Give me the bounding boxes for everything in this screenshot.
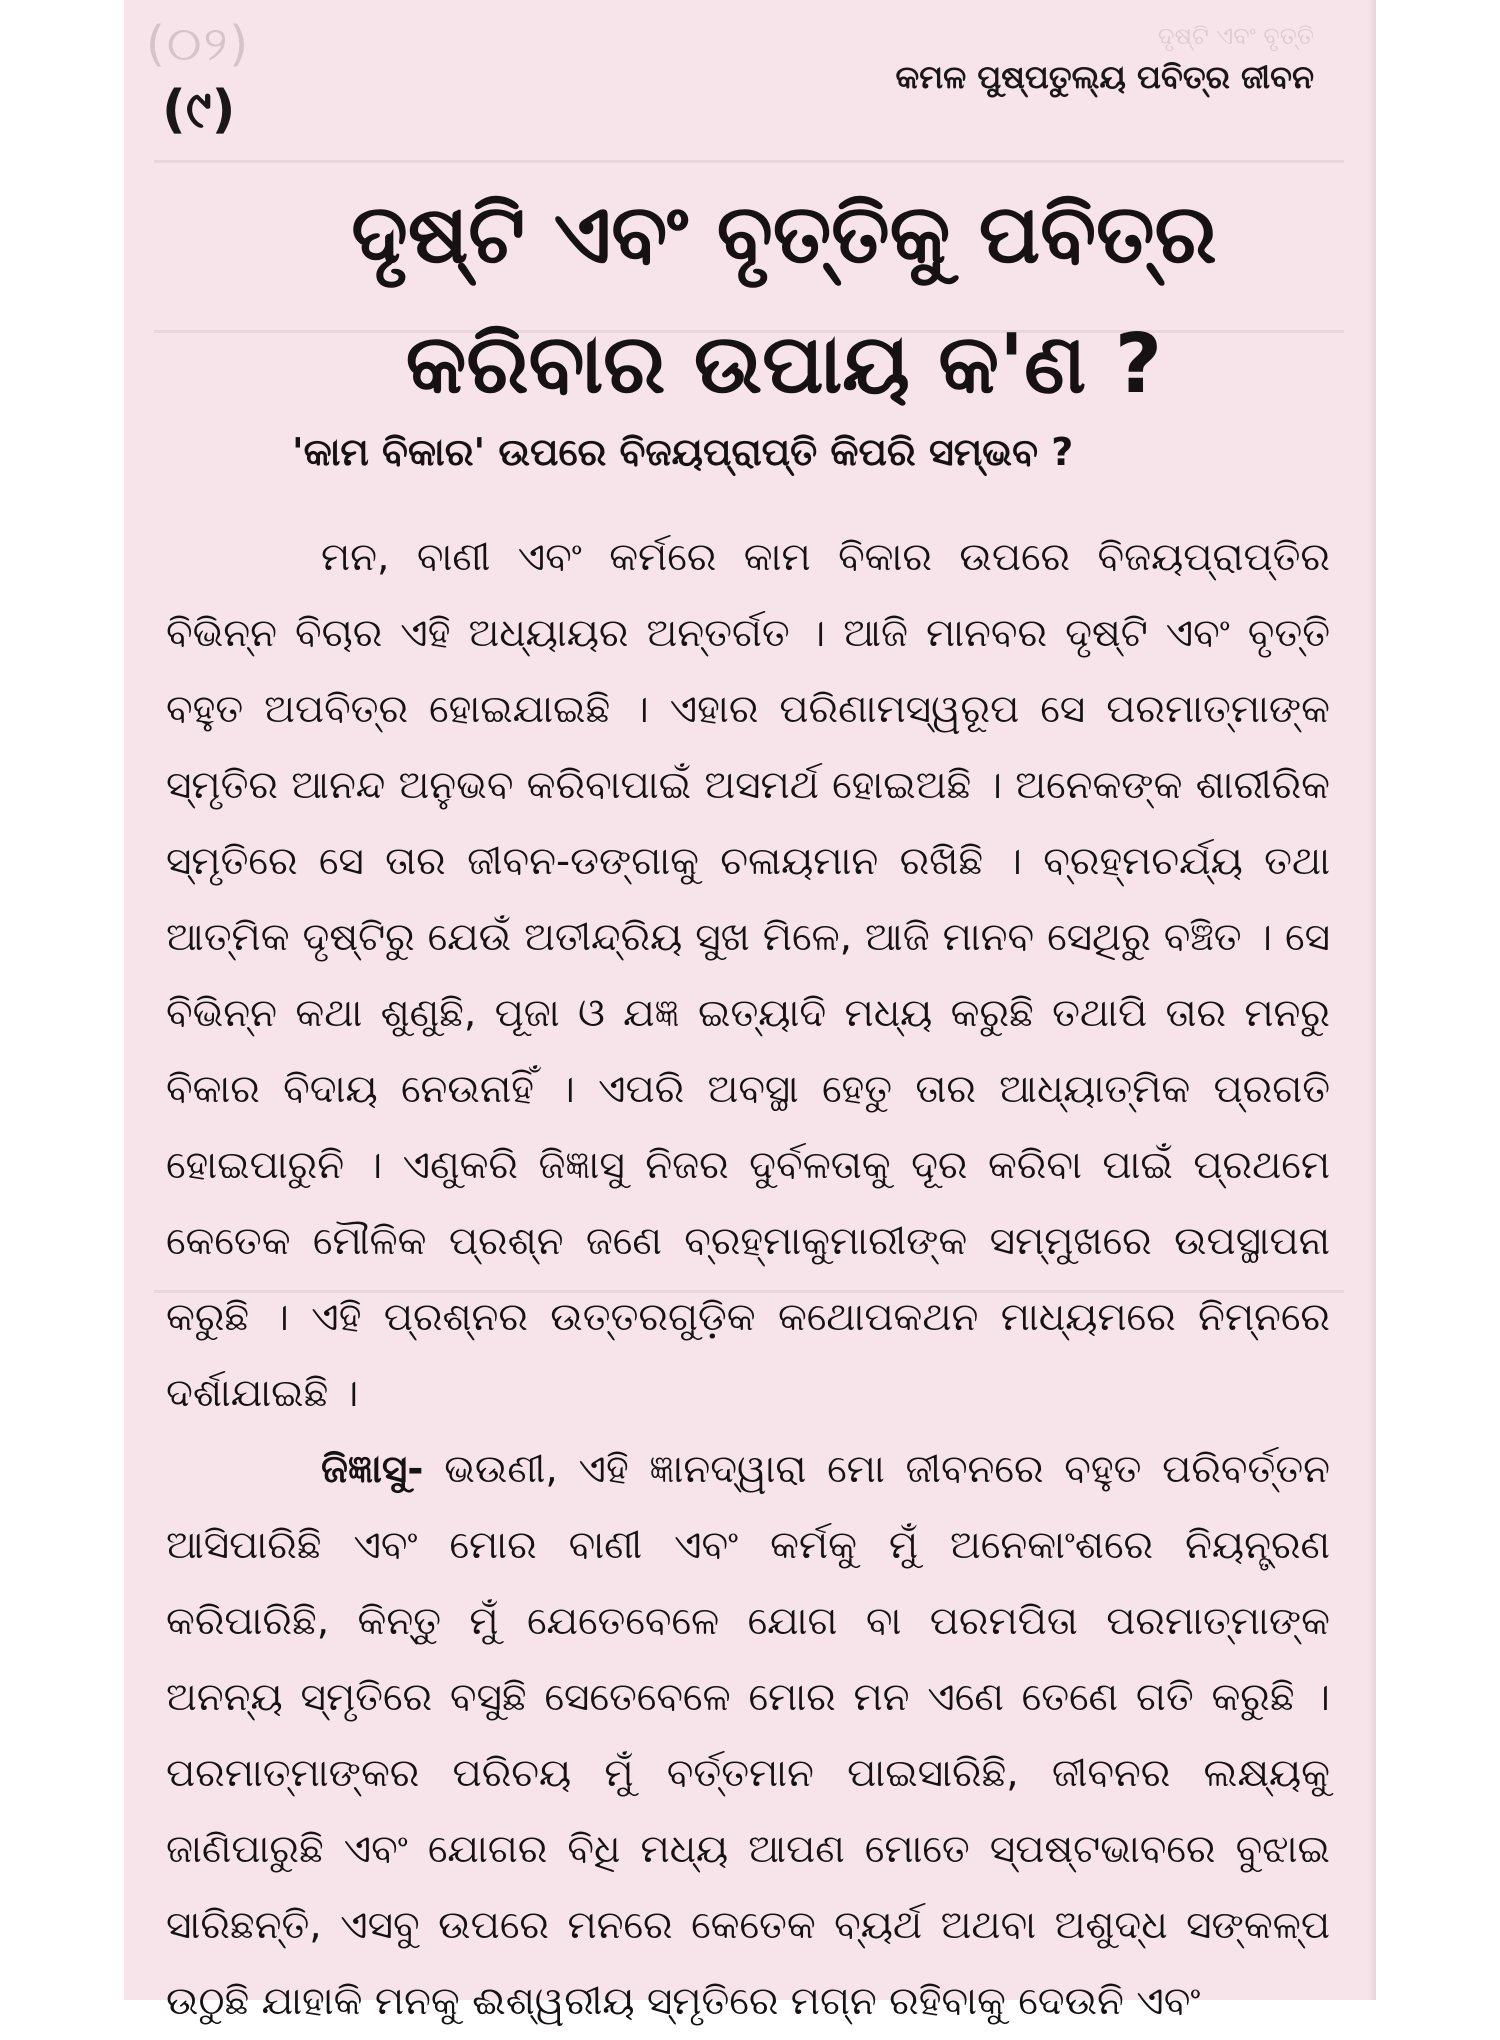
running-header: କମଳ ପୁଷ୍ପତୁଲ୍ୟ ପବିତ୍ର ଜୀବନ xyxy=(895,58,1314,96)
chapter-title-line-2: କରିବାର ଉପାୟ କ'ଣ ? xyxy=(405,317,1163,412)
section-subheading: 'କାମ ବିକାର' ଉପରେ ବିଜୟପ୍ରାପ୍ତି କିପରି ସମ୍ଭବ ? xyxy=(292,430,1074,474)
speaker-label: ଜିଜ୍ଞାସୁ- xyxy=(321,1447,424,1492)
faint-bleed-header: ଦୃଷ୍ଟି ଏବଂ ବୃତ୍ତି xyxy=(1157,22,1314,50)
paragraph-dialogue xyxy=(166,1432,1330,2040)
chapter-title-line-1: ଦୃଷ୍ଟି ଏବଂ ବୃତ୍ତିକୁ ପବିତ୍ର xyxy=(351,187,1217,282)
body-text xyxy=(166,520,1330,2040)
book-page xyxy=(124,0,1376,2024)
bleed-through-line xyxy=(154,160,1344,163)
page-edge-shadow xyxy=(1368,0,1376,2000)
dialogue-text: ଭଉଣୀ, ଏହି ଜ୍ଞାନଦ୍ୱାରା ମୋ ଜୀବନରେ ବହୁତ ପରିବର୍ତ୍ତନ ଆସିପାରିଛି ଏବଂ ମୋର ବାଣୀ ଏବଂ କର୍ମକୁ ମୁଁ ଅନେକାଂଶରେ ନିୟନ୍ତ୍ରଣ କରିପାରିଛି, କିନ୍ତୁ ମୁଁ ଯେତେବେଳେ ଯୋଗ ବା ପରମପିତା ପରମାତ୍ମାଙ୍କ ଅନନ୍ୟ ସ୍ମୃତିରେ ବସୁଛି ସେତେବେଳେ ମୋର ମନ ଏଣେ ତେଣେ ଗତି କରୁଛି । ପରମାତ୍ମାଙ୍କର ପରିଚୟ ମୁଁ ବର୍ତ୍ତମାନ ପାଇସାରିଛି, ଜୀବନର ଲକ୍ଷ୍ୟକୁ ଜାଣିପାରୁଛି ଏବଂ ଯୋଗର ବିଧି ମଧ୍ୟ ଆପଣ ମୋତେ ସ୍ପଷ୍ଟଭାବରେ ବୁଝାଇ ସାରିଛନ୍ତି, ଏସବୁ ଉପରେ ମନରେ କେତେକ ବ୍ୟର୍ଥ ଅଥବା ଅଶୁଦ୍ଧ ସଙ୍କଳ୍ପ ଉଠୁଛି ଯାହାକି ମନକୁ ଈଶ୍ୱରୀୟ ସ୍ମୃତିରେ ମଗ୍ନ ରହିବାକୁ ଦେଉନି ଏବଂ xyxy=(166,1447,1330,2024)
faint-bleed-page-number: (୦୨) xyxy=(146,16,251,72)
paragraph-intro: ମନ, ବାଣୀ ଏବଂ କର୍ମରେ କାମ ବିକାର ଉପରେ ବିଜୟପ୍ରାପ୍ତିର ବିଭିନ୍ନ ବିଚାର ଏହି ଅଧ୍ୟାୟର ଅନ୍ତର୍ଗତ । ଆଜି ମାନବର ଦୃଷ୍ଟି ଏବଂ ବୃତ୍ତି ବହୁତ ଅପବିତ୍ର ହୋଇଯାଇଛି । ଏହାର ପରିଣାମସ୍ୱରୂପ ସେ ପରମାତ୍ମାଙ୍କ ସ୍ମୃତିର ଆନନ୍ଦ ଅନୁଭବ କରିବାପାଇଁ ଅସମର୍ଥ ହୋଇଅଛି । ଅନେକଙ୍କ ଶାରୀରିକ ସ୍ମୃତିରେ ସେ ତାର ଜୀବନ-ଡଙ୍ଗାକୁ ଚଳାୟମାନ ରଖିଛି । ବ୍ରହ୍ମଚର୍ଯ୍ୟ ତଥା ଆତ୍ମିକ ଦୃଷ୍ଟିରୁ ଯେଉଁ ଅତୀନ୍ଦ୍ରିୟ ସୁଖ ମିଳେ, ଆଜି ମାନବ ସେଥିରୁ ବଞ୍ଚିତ । ସେ ବିଭିନ୍ନ କଥା ଶୁଣୁଛି, ପୂଜା ଓ ଯଜ୍ଞ ଇତ୍ୟାଦି ମଧ୍ୟ କରୁଛି ତଥାପି ତାର ମନରୁ ବିକାର ବିଦାୟ ନେଉନାହିଁ । ଏପରି ଅବସ୍ଥା ହେତୁ ତାର ଆଧ୍ୟାତ୍ମିକ ପ୍ରଗତି ହୋଇପାରୁନି । ଏଣୁକରି ଜିଜ୍ଞାସୁ ନିଜର ଦୁର୍ବଳତାକୁ ଦୂର କରିବା ପାଇଁ ପ୍ରଥମେ କେତେକ ମୌଳିକ ପ୍ରଶ୍ନ ଜଣେ ବ୍ରହ୍ମାକୁମାରୀଙ୍କ ସମ୍ମୁଖରେ ଉପସ୍ଥାପନା କରୁଛି । ଏହି ପ୍ରଶ୍ନର ଉତ୍ତରଗୁଡ଼ିକ କଥୋପକଥନ ମାଧ୍ୟମରେ ନିମ୍ନରେ ଦର୍ଶାଯାଇଛି । xyxy=(166,535,1330,1416)
page-number: (୯) xyxy=(162,80,236,140)
chapter-title xyxy=(284,170,1284,430)
